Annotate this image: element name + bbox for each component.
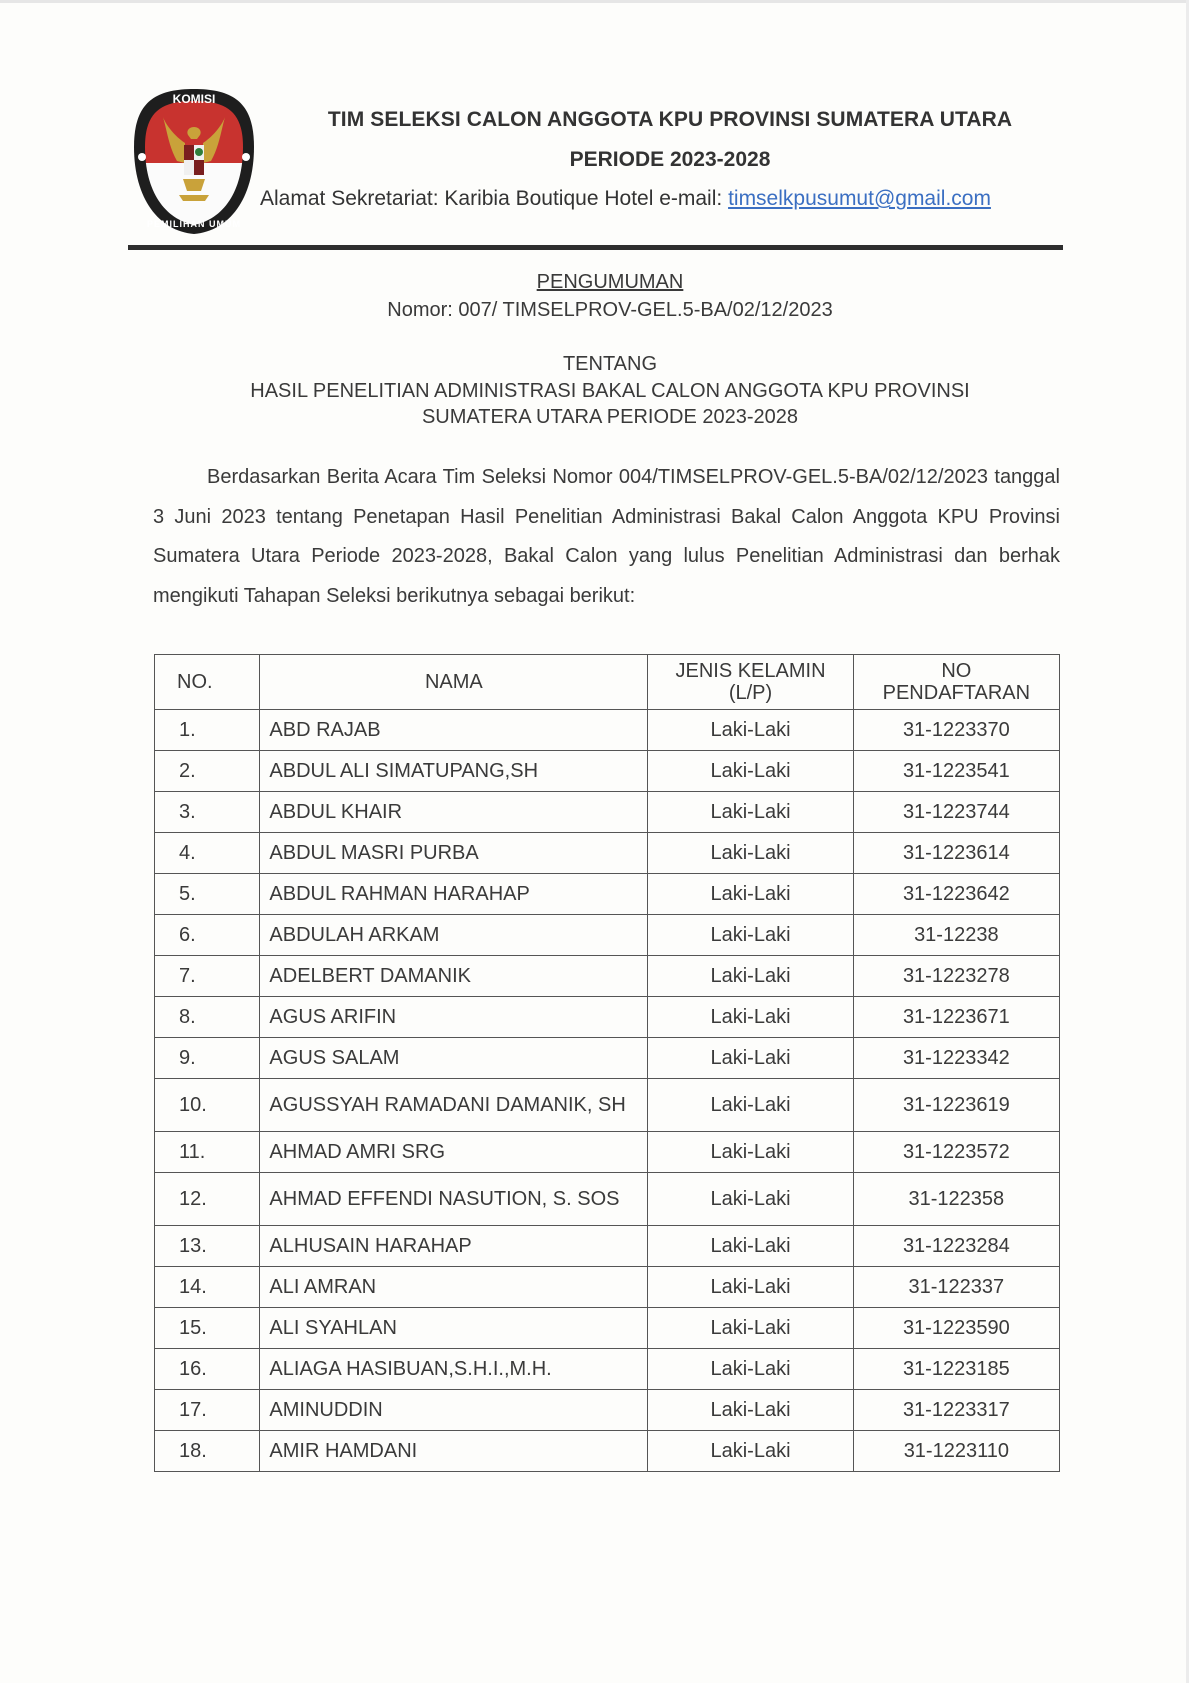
cell-gender: Laki-Laki [648, 1226, 853, 1267]
cell-no: 5. [155, 874, 260, 915]
announcement-title: PENGUMUMAN [536, 271, 684, 293]
table-row [155, 997, 1060, 1038]
cell-name: AHMAD AMRI SRG [260, 1132, 648, 1173]
cell-name: ABDUL MASRI PURBA [260, 833, 648, 874]
cell-registration: 31-122337 [853, 1267, 1059, 1308]
cell-name: ALI AMRAN [260, 1267, 648, 1308]
cell-no: 1. [155, 710, 260, 751]
table-row [155, 751, 1060, 792]
header-gender-line2: (L/P) [728, 682, 773, 704]
logo-bottom-text: PEMILIHAN UMUM [147, 219, 241, 229]
candidates-table [154, 654, 1060, 1472]
cell-registration: 31-1223370 [853, 710, 1059, 751]
cell-registration: 31-122358 [853, 1173, 1059, 1226]
table-header-row [155, 655, 1060, 710]
cell-registration: 31-1223110 [853, 1431, 1059, 1472]
cell-gender: Laki-Laki [648, 1431, 853, 1472]
letterhead-period: PERIODE 2023-2028 [569, 148, 771, 171]
table-row [155, 1173, 1060, 1226]
cell-name: ABDUL ALI SIMATUPANG,SH [260, 751, 648, 792]
announcement-subject: HASIL PENELITIAN ADMINISTRASI BAKAL CALON ANGGOTA KPU PROVINSI [250, 380, 970, 402]
cell-name: AHMAD EFFENDI NASUTION, S. SOS [260, 1173, 648, 1226]
cell-name: ABD RAJAB [260, 710, 648, 751]
header-reg-line2: PENDAFTARAN [882, 682, 1031, 704]
cell-gender: Laki-Laki [648, 792, 853, 833]
cell-no: 2. [155, 751, 260, 792]
cell-name: ALI SYAHLAN [260, 1308, 648, 1349]
header-registration [853, 655, 1059, 710]
table-row [155, 956, 1060, 997]
table-row [155, 1431, 1060, 1472]
cell-no: 9. [155, 1038, 260, 1079]
letterhead-address [260, 187, 1060, 211]
header-name: NAMA [260, 655, 648, 710]
cell-no: 13. [155, 1226, 260, 1267]
cell-name: ALHUSAIN HARAHAP [260, 1226, 648, 1267]
cell-no: 15. [155, 1308, 260, 1349]
table-row [155, 1267, 1060, 1308]
cell-name: AGUS SALAM [260, 1038, 648, 1079]
cell-registration: 31-1223278 [853, 956, 1059, 997]
cell-gender: Laki-Laki [648, 751, 853, 792]
cell-no: 11. [155, 1132, 260, 1173]
cell-name: ADELBERT DAMANIK [260, 956, 648, 997]
cell-no: 8. [155, 997, 260, 1038]
cell-gender: Laki-Laki [648, 874, 853, 915]
table-row [155, 1349, 1060, 1390]
cell-no: 18. [155, 1431, 260, 1472]
cell-no: 14. [155, 1267, 260, 1308]
page-edge [0, 0, 1189, 3]
cell-registration: 31-1223342 [853, 1038, 1059, 1079]
kpu-logo-icon [133, 87, 255, 235]
cell-registration: 31-1223185 [853, 1349, 1059, 1390]
cell-registration: 31-1223317 [853, 1390, 1059, 1431]
cell-gender: Laki-Laki [648, 1132, 853, 1173]
cell-registration: 31-1223642 [853, 874, 1059, 915]
cell-gender: Laki-Laki [648, 1173, 853, 1226]
cell-registration: 31-1223614 [853, 833, 1059, 874]
cell-no: 10. [155, 1079, 260, 1132]
cell-name: ALIAGA HASIBUAN,S.H.I.,M.H. [260, 1349, 648, 1390]
table-row [155, 1038, 1060, 1079]
cell-registration: 31-1223744 [853, 792, 1059, 833]
table-row [155, 1308, 1060, 1349]
cell-registration: 31-1223590 [853, 1308, 1059, 1349]
cell-registration: 31-12238 [853, 915, 1059, 956]
cell-registration: 31-1223541 [853, 751, 1059, 792]
letterhead-divider [128, 245, 1063, 250]
cell-gender: Laki-Laki [648, 1267, 853, 1308]
cell-gender: Laki-Laki [648, 1349, 853, 1390]
cell-no: 6. [155, 915, 260, 956]
cell-gender: Laki-Laki [648, 956, 853, 997]
announcement-subject: SUMATERA UTARA PERIODE 2023-2028 [421, 406, 799, 428]
logo-top-text: KOMISI [172, 92, 216, 106]
cell-no: 12. [155, 1173, 260, 1226]
header-gender-line1: JENIS KELAMIN [675, 660, 826, 682]
cell-name: ABDULAH ARKAM [260, 915, 648, 956]
cell-gender: Laki-Laki [648, 915, 853, 956]
cell-registration: 31-1223671 [853, 997, 1059, 1038]
table-row [155, 1079, 1060, 1132]
cell-name: AMINUDDIN [260, 1390, 648, 1431]
cell-registration: 31-1223284 [853, 1226, 1059, 1267]
table-row [155, 833, 1060, 874]
letterhead-title: TIM SELEKSI CALON ANGGOTA KPU PROVINSI SUMATERA UTARA [327, 108, 1013, 131]
header-reg-line1: NO [941, 660, 972, 682]
cell-registration: 31-1223572 [853, 1132, 1059, 1173]
table-row [155, 915, 1060, 956]
cell-name: AGUS ARIFIN [260, 997, 648, 1038]
table-row [155, 1390, 1060, 1431]
announcement-about: TENTANG [562, 353, 658, 375]
email-link[interactable]: timselkpusumut@gmail.com [728, 187, 991, 210]
header-no: NO. [155, 655, 260, 710]
cell-gender: Laki-Laki [648, 710, 853, 751]
cell-gender: Laki-Laki [648, 997, 853, 1038]
table-row [155, 792, 1060, 833]
cell-name: AGUSSYAH RAMADANI DAMANIK, SH [260, 1079, 648, 1132]
cell-no: 17. [155, 1390, 260, 1431]
table-row [155, 874, 1060, 915]
header-gender [648, 655, 853, 710]
cell-no: 7. [155, 956, 260, 997]
cell-registration: 31-1223619 [853, 1079, 1059, 1132]
cell-name: ABDUL KHAIR [260, 792, 648, 833]
cell-name: AMIR HAMDANI [260, 1431, 648, 1472]
cell-no: 3. [155, 792, 260, 833]
cell-no: 16. [155, 1349, 260, 1390]
table-row [155, 1226, 1060, 1267]
cell-no: 4. [155, 833, 260, 874]
table-row [155, 710, 1060, 751]
announcement-body: Berdasarkan Berita Acara Tim Seleksi Nomor 004/TIMSELPROV-GEL.5-BA/02/12/2023 tanggal 3 Juni 2023 tentang Penetapan Hasil Penelitian Administrasi Bakal Calon Anggota KPU Provinsi Sumatera Utara Periode 2023-2028, Bakal Calon yang lulus Penelitian Administrasi dan berhak mengikuti Tahapan Seleksi berikutnya sebagai berikut: [153, 466, 1060, 607]
address-label: Alamat Sekretariat: Karibia Boutique Hotel e-mail: [260, 187, 729, 210]
cell-name: ABDUL RAHMAN HARAHAP [260, 874, 648, 915]
cell-gender: Laki-Laki [648, 833, 853, 874]
announcement-number: Nomor: 007/ TIMSELPROV-GEL.5-BA/02/12/2023 [387, 299, 833, 321]
cell-gender: Laki-Laki [648, 1390, 853, 1431]
cell-gender: Laki-Laki [648, 1038, 853, 1079]
cell-gender: Laki-Laki [648, 1079, 853, 1132]
table-row [155, 1132, 1060, 1173]
cell-gender: Laki-Laki [648, 1308, 853, 1349]
